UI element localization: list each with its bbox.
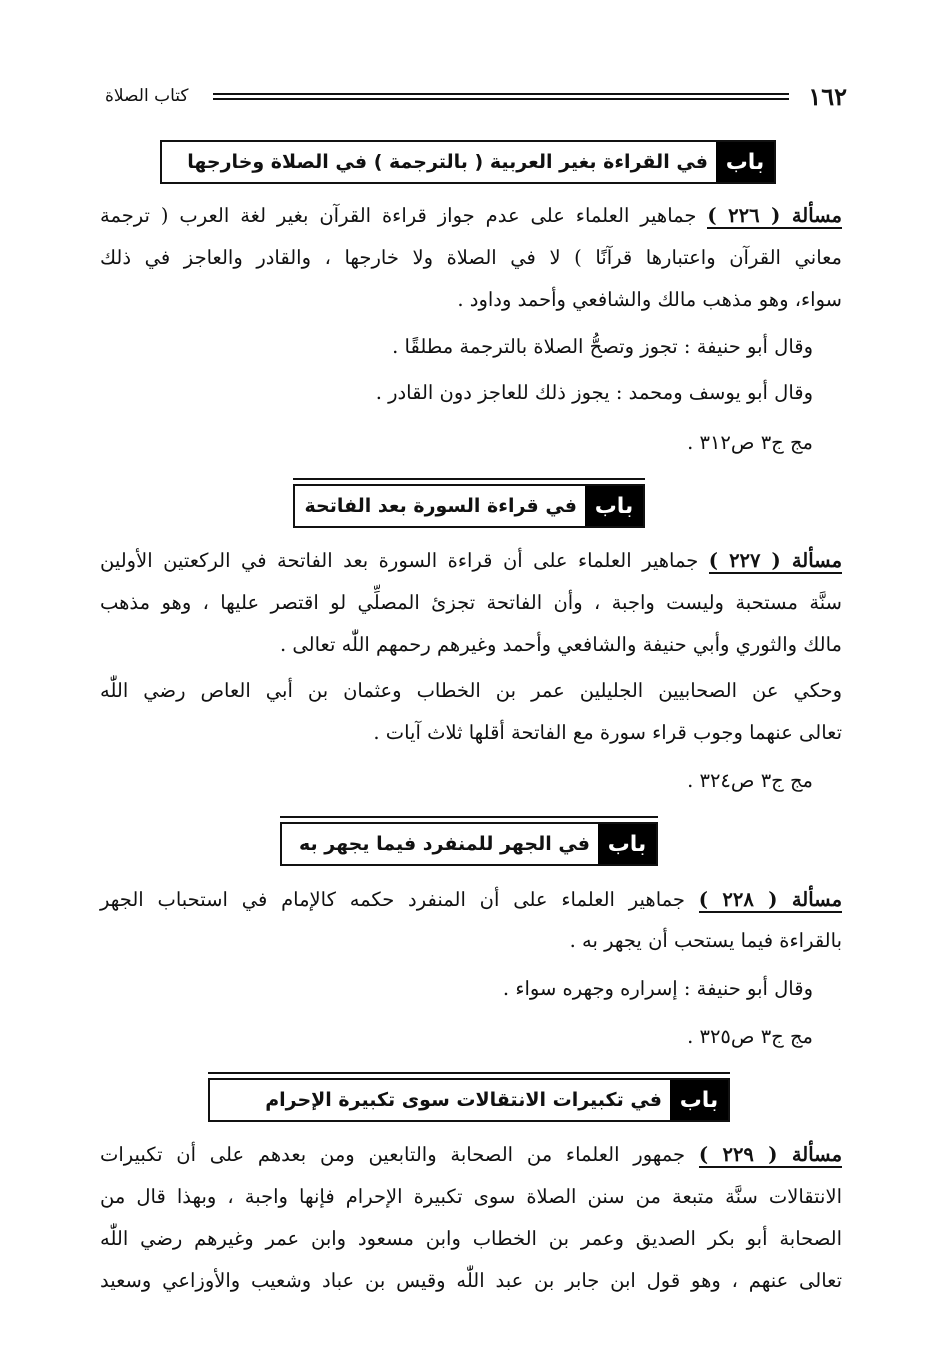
reference: مج ج٣ ص٣٢٤ . bbox=[687, 769, 813, 792]
reference: مج ج٣ ص٣٢٥ . bbox=[687, 1025, 813, 1048]
paragraph-line: تعالى عنهم ، وهو قول ابن جابر بن عبد اللّٰه وقيس بن عباد وشعيب والأوزاعي وسعيد bbox=[100, 1269, 842, 1292]
paragraph-line: مسألة ( ٢٢٨ ) جماهير العلماء على أن المنفرد حكمه كالإمام في استحباب الجهر bbox=[100, 888, 843, 911]
section-title: في الجهر للمنفرد فيما يجهر به bbox=[299, 833, 590, 855]
bab-label: باب bbox=[585, 486, 643, 526]
paragraph-line: وقال أبو حنيفة : إسراره وجهره سواء . bbox=[502, 977, 813, 1000]
page-number: ١٦٢ bbox=[808, 82, 847, 111]
paragraph-line: سنَّة مستحبة وليست واجبة ، وأن الفاتحة تجزئ المصلِّي لو اقتصر عليها ، وهو مذهب bbox=[100, 591, 842, 614]
paragraph-line: مسألة ( ٢٢٧ ) جماهير العلماء على أن قراءة السورة بعد الفاتحة في الركعتين الأولين bbox=[100, 549, 843, 572]
bab-label: باب bbox=[670, 1080, 728, 1120]
paragraph-line: وقال أبو حنيفة : تجوز وتصحُّ الصلاة بالترجمة مطلقًا . bbox=[392, 335, 813, 358]
section-title: في قراءة السورة بعد الفاتحة bbox=[304, 495, 577, 517]
section-heading-2 bbox=[293, 484, 645, 528]
overline bbox=[293, 478, 645, 480]
masala-number: مسألة ( ٢٢٩ ) bbox=[698, 1143, 843, 1166]
masala-number: مسألة ( ٢٢٦ ) bbox=[707, 204, 842, 227]
page-header bbox=[105, 82, 847, 112]
paragraph-line: مسألة ( ٢٢٩ ) جمهور العلماء من الصحابة والتابعين ومن بعدهم على أن تكبيرات bbox=[100, 1143, 843, 1166]
header-rule bbox=[213, 93, 789, 100]
paragraph-line: مسألة ( ٢٢٦ ) جماهير العلماء على عدم جواز قراءة القرآن بغير لغة العرب ( ترجمة bbox=[100, 204, 842, 227]
paragraph-line: سواء، وهو مذهب مالك والشافعي وأحمد وداود . bbox=[457, 288, 842, 311]
paragraph-line: بالقراءة فيما يستحب أن يجهر به . bbox=[569, 929, 842, 952]
section-title: في القراءة بغير العربية ( بالترجمة ) في الصلاة وخارجها bbox=[187, 151, 708, 173]
book-title: كتاب الصلاة bbox=[105, 86, 189, 106]
section-title: في تكبيرات الانتقالات سوى تكبيرة الإحرام bbox=[265, 1089, 662, 1111]
paragraph-line: وقال أبو يوسف ومحمد : يجوز ذلك للعاجز دون القادر . bbox=[375, 381, 813, 404]
reference: مج ج٣ ص٣١٢ . bbox=[687, 431, 813, 454]
masala-number: مسألة ( ٢٢٨ ) bbox=[698, 888, 843, 911]
section-heading-4 bbox=[208, 1078, 730, 1122]
paragraph-line: مالك والثوري وأبي حنيفة والشافعي وأحمد وغيرهم رحمهم اللّٰه تعالى . bbox=[280, 633, 842, 656]
section-heading-3 bbox=[280, 822, 658, 866]
paragraph-line: معاني القرآن واعتبارها قرآنًا ) لا في الصلاة ولا خارجها ، والقادر والعاجز في ذلك bbox=[100, 246, 842, 269]
bab-label: باب bbox=[716, 142, 774, 182]
paragraph-line: الانتقالات سنَّة متبعة من سنن الصلاة سوى تكبيرة الإحرام فإنها واجبة ، وبهذا قال من bbox=[100, 1185, 842, 1208]
paragraph-line: الصحابة أبو بكر الصديق وعمر بن الخطاب وابن مسعود وابن عمر وغيرهم رضي اللّٰه bbox=[100, 1227, 842, 1250]
overline bbox=[208, 1072, 730, 1074]
section-heading-1 bbox=[160, 140, 776, 184]
overline bbox=[280, 816, 658, 818]
masala-number: مسألة ( ٢٢٧ ) bbox=[708, 549, 843, 572]
bab-label: باب bbox=[598, 824, 656, 864]
paragraph-line: وحكي عن الصحابيين الجليلين عمر بن الخطاب وعثمان بن أبي العاص رضي اللّٰه bbox=[100, 679, 842, 702]
paragraph-line: تعالى عنهما وجوب قراء سورة مع الفاتحة أقلها ثلاث آيات . bbox=[373, 721, 842, 744]
